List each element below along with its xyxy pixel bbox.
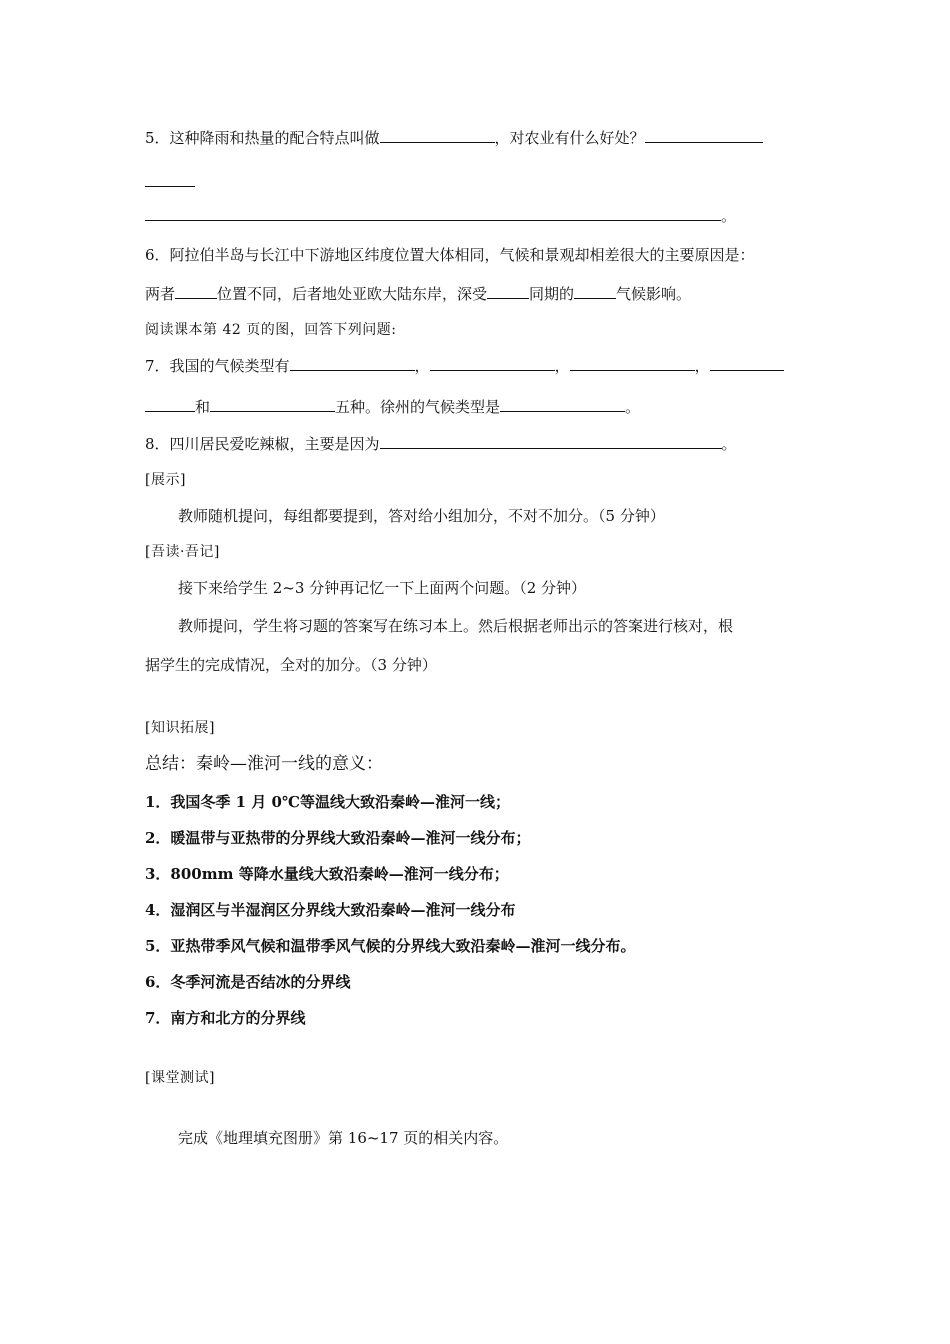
summary-item-2: 2．暖温带与亚热带的分界线大致沿秦岭—淮河一线分布； — [145, 829, 531, 847]
question-5-line1 — [145, 128, 763, 148]
answer-blank — [570, 356, 695, 371]
summary-item-6: 6．冬季河流是否结冰的分界线 — [145, 973, 351, 991]
question-5-followup: ，对农业有什么好处？ — [494, 129, 645, 147]
question-5-text: 5．这种降雨和热量的配合特点叫做 — [145, 129, 380, 147]
question-5-line3: 。 — [145, 206, 736, 226]
question-7-line1: 7．我国的气候类型有 ， ， ， — [145, 356, 784, 376]
answer-blank — [487, 284, 529, 299]
show-text: 教师随机提问，每组都要提到，答对给小组加分，不对不加分。（5 分钟） — [178, 507, 665, 525]
recite-paragraph-1: 接下来给学生 2~3 分钟再记忆一下上面两个问题。（2 分钟） — [178, 579, 587, 597]
answer-blank — [710, 356, 784, 371]
section-heading-test: [课堂测试] — [145, 1070, 215, 1086]
answer-blank — [145, 172, 195, 187]
question-8: 8．四川居民爱吃辣椒，主要是因为 。 — [145, 435, 737, 453]
section-heading-show: [展示] — [145, 472, 186, 488]
answer-blank — [290, 356, 415, 371]
summary-title: 总结：秦岭—淮河一线的意义： — [145, 754, 383, 774]
reading-prompt: 阅读课本第 42 页的图，回答下列问题: — [145, 322, 397, 338]
answer-blank — [500, 397, 625, 412]
question-7-line2: 和 五种。徐州的气候类型是 。 — [145, 397, 640, 417]
question-5-line2 — [145, 172, 195, 192]
answer-blank — [380, 434, 722, 449]
section-heading-extension: [知识拓展] — [145, 720, 215, 736]
summary-item-1: 1．我国冬季 1 月 0℃等温线大致沿秦岭—淮河一线； — [145, 793, 510, 811]
summary-item-4: 4．湿润区与半湿润区分界线大致沿秦岭—淮河一线分布 — [145, 901, 516, 919]
recite-paragraph-2b: 据学生的完成情况，全对的加分。（3 分钟） — [145, 656, 437, 674]
answer-blank — [645, 128, 763, 143]
summary-item-7: 7．南方和北方的分界线 — [145, 1009, 306, 1027]
summary-item-5: 5．亚热带季风气候和温带季风气候的分界线大致沿秦岭—淮河一线分布。 — [145, 937, 636, 955]
recite-paragraph-2a: 教师提问，学生将习题的答案写在练习本上。然后根据老师出示的答案进行核对，根 — [178, 617, 734, 635]
answer-blank — [430, 356, 555, 371]
answer-blank — [380, 128, 495, 143]
answer-blank — [210, 397, 335, 412]
section-heading-recite: [吾读·吾记] — [145, 544, 220, 560]
question-6-line1: 6．阿拉伯半岛与长江中下游地区纬度位置大体相同，气候和景观却相差很大的主要原因是： — [145, 246, 755, 264]
answer-blank — [574, 284, 616, 299]
answer-blank — [145, 397, 195, 412]
summary-item-3: 3．800mm 等降水量线大致沿秦岭—淮河一线分布； — [145, 865, 509, 883]
question-6-line2: 两者 位置不同，后者地处亚欧大陆东岸，深受 同期的 气候影响。 — [145, 285, 692, 303]
answer-blank — [145, 206, 721, 221]
answer-blank — [175, 284, 217, 299]
test-text: 完成《地理填充图册》第 16~17 页的相关内容。 — [178, 1129, 509, 1147]
